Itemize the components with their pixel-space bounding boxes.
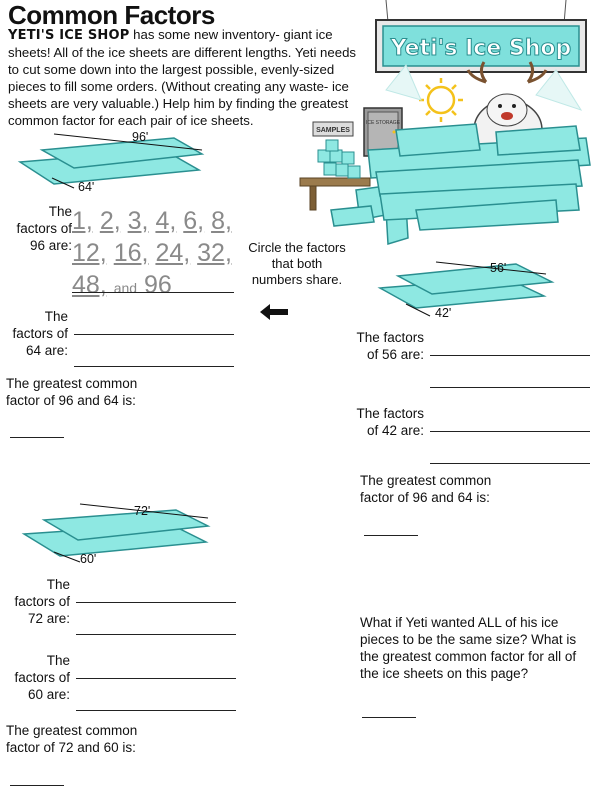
factors-60-answer-line-2[interactable] [76, 710, 236, 711]
factors-64-answer-line-1[interactable] [74, 334, 234, 335]
factor-item[interactable]: 48, [72, 271, 107, 299]
gcf-56-42-label: The greatest common factor of 96 and 64 is: [360, 473, 492, 505]
sheet2-side-length: 42' [435, 306, 452, 320]
factors-56-answer-line-1[interactable] [430, 355, 590, 356]
sheet3-side-length: 60' [80, 552, 97, 566]
gcf-96-64-answer-line[interactable] [10, 437, 64, 438]
factor-and: and [113, 280, 138, 296]
factors-42-answer-line-2[interactable] [430, 463, 590, 464]
factor-item[interactable]: 4, [155, 207, 177, 235]
sun-icon [419, 78, 463, 122]
ice-sheet-56-42 [376, 258, 556, 318]
left-arrow-icon [260, 304, 290, 320]
bonus-question: What if Yeti wanted ALL of his ice pieces to be the same size? What is the greatest common factor for all of the ice sheets on this page? [360, 615, 577, 681]
bonus-answer-line[interactable] [362, 717, 416, 718]
gcf-72-60-label: The greatest common factor of 72 and 60 is: [6, 723, 138, 755]
samples-sign [313, 122, 353, 136]
factor-item[interactable]: 96 [144, 271, 172, 299]
yeti-shop-illustration [296, 0, 596, 250]
ice-sheet-72-60 [20, 500, 220, 566]
factor-item[interactable]: 2, [99, 207, 121, 235]
factor-item[interactable]: 16, [113, 239, 149, 267]
gcf-72-60-answer-line[interactable] [10, 785, 64, 786]
page-title: Common Factors [8, 0, 215, 30]
sheet1-side-length: 64' [78, 180, 95, 194]
factors-72-answer-line-2[interactable] [76, 634, 236, 635]
intro-text: has some new inventory- giant ice sheets! All of the ice sheets are different lengths. Yeti needs to cut some down into the largest possible, evenly-sized pieces to fill some orders. (Without creating any waste- ice sheets are very valuable.) Help him by finding the greatest common factor for each pair of ice sheets. [8, 27, 356, 128]
factors-64-answer-line-2[interactable] [74, 366, 234, 367]
factors-96-label: The factors of 96 are: [16, 204, 72, 253]
sign-text: Yeti's Ice Shop [390, 36, 572, 61]
factors-42-answer-line-1[interactable] [430, 431, 590, 432]
circle-note: Circle the factors that both numbers share. [248, 240, 346, 287]
factor-item[interactable]: 12, [72, 239, 107, 267]
sheet3-top-length: 72' [134, 504, 151, 518]
factors-56-answer-line-2[interactable] [430, 387, 590, 388]
factors-60-answer-line-1[interactable] [76, 678, 236, 679]
factor-item[interactable]: 8, [211, 207, 232, 235]
factor-item[interactable]: 24, [155, 239, 191, 267]
svg-text:ICE STORAGE: ICE STORAGE [365, 120, 401, 126]
factors-42-label: The factors of 42 are: [356, 406, 424, 438]
factor-item[interactable]: 32, [197, 239, 232, 267]
factors-64-label: The factors of 64 are: [12, 309, 68, 358]
factors-72-label: The factors of 72 are: [14, 577, 70, 626]
factor-item[interactable]: 1, [72, 207, 93, 235]
factors-60-label: The factors of 60 are: [14, 653, 70, 702]
gcf-96-64-label: The greatest common factor of 96 and 64 is: [6, 376, 138, 408]
factors-72-answer-line-1[interactable] [76, 602, 236, 603]
brand-name: YETI'S ICE SHOP [8, 28, 130, 43]
sheet2-top-length: 56' [490, 261, 507, 275]
factors-56-label: The factors of 56 are: [356, 330, 424, 362]
factors-96-list [72, 205, 242, 304]
ice-sheet-96-64 [14, 128, 214, 190]
factor-item[interactable]: 3, [127, 207, 149, 235]
factor-item[interactable]: 6, [183, 207, 205, 235]
sheet1-top-length: 96' [132, 130, 149, 144]
svg-text:SAMPLES: SAMPLES [316, 127, 350, 134]
gcf-56-42-answer-line[interactable] [364, 535, 418, 536]
shop-sign [376, 20, 586, 72]
factors-96-underline [72, 292, 234, 293]
